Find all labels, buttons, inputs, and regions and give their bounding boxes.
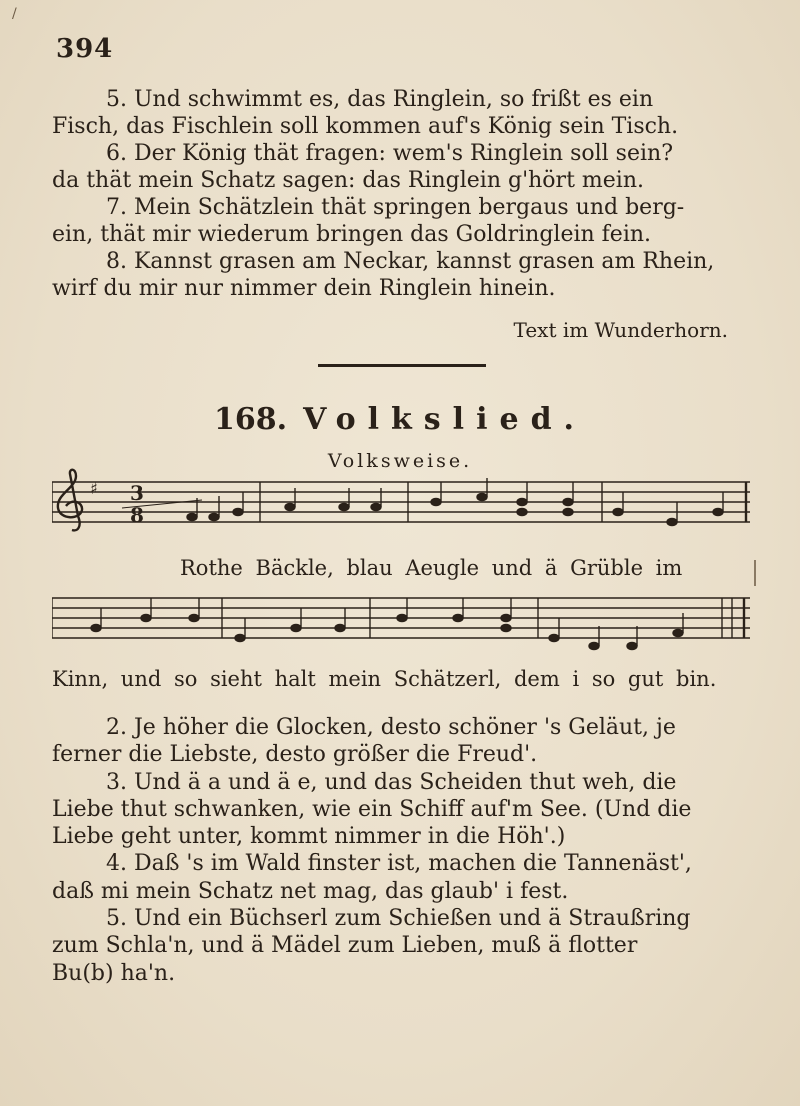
notes-staff-2 bbox=[91, 598, 683, 650]
music-staff-2 bbox=[52, 588, 752, 660]
stanza-line: 2. Je höher die Glocken, desto schöner 's Geläut, je bbox=[106, 715, 676, 740]
song-title: Volkslied. bbox=[303, 402, 586, 437]
verse-line: ein, thät mir wiederum bringen das Goldringlein fein. bbox=[52, 222, 652, 247]
page-number: 394 bbox=[56, 34, 114, 64]
stanza-line: zum Schla'n, und ä Mädel zum Lieben, muß ä flotter bbox=[52, 933, 638, 959]
song-stanzas bbox=[52, 714, 752, 987]
svg-text:3: 3 bbox=[130, 481, 144, 505]
verse-line: 8. Kannst grasen am Neckar, kannst grasen am Rhein, bbox=[106, 249, 715, 274]
svg-text:8: 8 bbox=[130, 503, 144, 527]
text-attribution: Text im Wunderhorn. bbox=[513, 318, 728, 342]
lyrics-line-2: Kinn, und so sieht halt mein Schätzerl, dem i so gut bin. bbox=[52, 667, 717, 691]
melody-attribution: Volksweise. bbox=[327, 450, 473, 472]
verse-line: 7. Mein Schätzlein thät springen bergaus und berg- bbox=[106, 195, 685, 220]
sharp-icon: ♯ bbox=[90, 479, 98, 498]
verse-line: da thät mein Schatz sagen: das Ringlein g'hört mein. bbox=[52, 168, 644, 193]
stanza-line: Liebe thut schwanken, wie ein Schiff auf'm See. (Und die bbox=[52, 796, 692, 822]
time-signature bbox=[130, 481, 144, 527]
verse-line: 5. Und schwimmt es, das Ringlein, so frißt es ein bbox=[106, 87, 654, 112]
stanza-line: daß mi mein Schatz net mag, das glaub' i fest. bbox=[52, 878, 569, 904]
song-heading bbox=[0, 402, 800, 437]
stanza-line: Bu(b) ha'n. bbox=[52, 960, 176, 986]
verse-line: wirf du mir nur nimmer dein Ringlein hinein. bbox=[52, 276, 556, 301]
section-divider bbox=[318, 364, 486, 367]
corner-mark: / bbox=[12, 6, 17, 22]
stanza-line: 5. Und ein Büchserl zum Schießen und ä Straußring bbox=[106, 906, 691, 932]
stanza-line: Liebe geht unter, kommt nimmer in die Höh'.) bbox=[52, 824, 566, 850]
verse-line: Fisch, das Fischlein soll kommen auf's König sein Tisch. bbox=[52, 114, 679, 139]
treble-clef-icon bbox=[58, 470, 82, 531]
lyrics-line-1: Rothe Bäckle, blau Aeugle und ä Grüble im bbox=[180, 556, 683, 580]
margin-mark bbox=[754, 560, 756, 586]
verse-line: 6. Der König thät fragen: wem's Ringlein soll sein? bbox=[106, 141, 673, 166]
stanza-line: 4. Daß 's im Wald finster ist, machen die Tannenäst', bbox=[106, 851, 692, 877]
song-number: 168. bbox=[214, 402, 288, 437]
stanza-line: 3. Und ä a und ä e, und das Scheiden thut weh, die bbox=[106, 769, 677, 795]
stanza-line: ferner die Liebste, desto größer die Freud'. bbox=[52, 742, 538, 768]
previous-song-verses bbox=[52, 86, 752, 302]
music-staff-1 bbox=[52, 468, 752, 552]
